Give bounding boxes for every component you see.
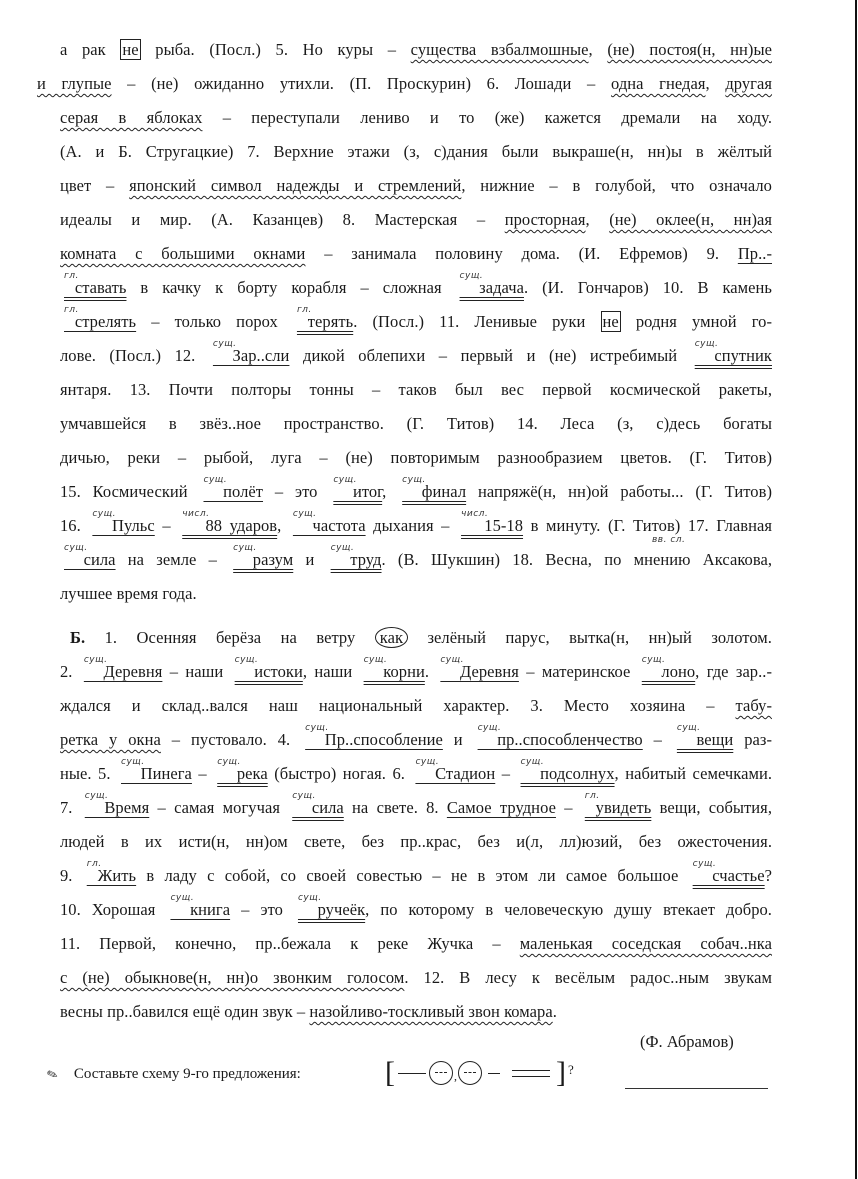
text: . (В. Шукшин) 18. Весна, по мнению Аксакова,: [381, 550, 773, 569]
subject-word: [289, 509, 366, 535]
text: река: [236, 764, 268, 783]
annotation-noun: сущ.: [676, 723, 701, 733]
annotation-intro-words: вв. сл.: [652, 535, 686, 545]
text: а рак: [60, 40, 121, 59]
annotation-noun: сущ.: [402, 475, 426, 485]
text: (А. и Б. Стругацкие) 7. Верхние этажи (з, с)дания были выкраше(н, нн)ы в жёлтый: [60, 142, 772, 161]
text-line: [60, 475, 772, 505]
text: рыба. (Посл.) 5. Но куры –: [140, 40, 411, 59]
text: и: [293, 550, 327, 569]
annotation-noun: сущ.: [234, 655, 259, 665]
text: . 12. В лесу к весёлым радос..ным звукам: [404, 968, 772, 987]
text: , наши: [302, 662, 360, 681]
text: – это: [230, 900, 294, 919]
text: лучшее время года.: [60, 584, 197, 603]
text: –: [154, 516, 179, 535]
text: Жить: [97, 866, 137, 885]
text: – пустовало. 4.: [160, 730, 302, 749]
text: ,: [277, 516, 289, 535]
annotation-noun: сущ.: [292, 791, 316, 801]
text: ные. 5.: [60, 764, 118, 783]
text: – занимала половину дома. (И. Ефремов) 9.: [305, 244, 738, 263]
text-line: [60, 968, 772, 988]
text: терять: [307, 312, 354, 331]
text-line: [60, 934, 772, 954]
text: напряжё(н, нн)ой работы... (Г. Титов): [466, 482, 772, 501]
text: –: [642, 730, 673, 749]
text-line: [60, 1002, 772, 1022]
text: . (И. Гончаров) 10. В камень: [524, 278, 772, 297]
answer-blank-line[interactable]: [625, 1088, 768, 1089]
annotation-noun: сущ.: [520, 757, 545, 767]
text: – самая могучая: [149, 798, 289, 817]
text: ,: [382, 482, 399, 501]
text-line: [60, 108, 772, 128]
text-line: [60, 893, 772, 923]
text: – только порох: [136, 312, 293, 331]
text: весны пр..бавился ещё один звук –: [60, 1002, 310, 1021]
text: – материнское: [518, 662, 638, 681]
wavy-underlined-phrase: серая в яблоках: [60, 108, 203, 127]
schema-open-bracket: [: [385, 1056, 395, 1089]
text: 15-18: [484, 516, 524, 535]
schema-predicate-line: [512, 1070, 550, 1077]
predicate-word: [60, 271, 127, 297]
wavy-underlined-phrase: и глупые: [37, 74, 112, 93]
text: янтаря. 13. Почти полторы тонны – таков был вес первой космической ракеты,: [60, 380, 772, 399]
subject-word: [436, 655, 519, 681]
text: зелёный парус, вытка(н, нн)ый золотом.: [408, 628, 772, 647]
text: , набитый семечками.: [614, 764, 773, 783]
annotation-noun: сущ.: [330, 543, 355, 553]
text-line: [37, 74, 772, 94]
wavy-underlined-phrase: маленькая соседская собач..нка: [519, 934, 772, 953]
predicate-word: [398, 475, 467, 501]
text: – переступали лениво и то (же) кажется дремали на ходу.: [202, 108, 773, 127]
boxed-particle: не: [602, 312, 619, 331]
text-line: [60, 543, 773, 573]
text: корни: [383, 662, 425, 681]
predicate-word: [293, 305, 354, 331]
text: Пульс: [111, 516, 155, 535]
subject-word: [60, 543, 116, 569]
text-line: [60, 305, 772, 335]
author-attribution: (Ф. Абрамов): [640, 1032, 734, 1051]
schema-comma: ,: [454, 1068, 457, 1083]
text: Время: [104, 798, 150, 817]
subject-word: [301, 723, 443, 749]
task-label: Составьте схему 9-го предложения:: [73, 1066, 301, 1082]
text: вещи, события,: [651, 798, 772, 817]
text: на земле –: [115, 550, 230, 569]
predicate-word: [360, 655, 425, 681]
text-line: [60, 176, 772, 196]
text: труд: [350, 550, 382, 569]
text: 16.: [60, 516, 89, 535]
text: финал: [421, 482, 467, 501]
predicate-word: [229, 543, 294, 569]
subject-phrase: Самое трудное: [446, 798, 556, 817]
text: сила: [311, 798, 344, 817]
wavy-underlined-phrase: ретка у окна: [60, 730, 161, 749]
circled-word: как: [375, 627, 408, 648]
text: ,: [585, 210, 610, 229]
annotation-noun: сущ.: [477, 723, 502, 733]
wavy-underlined-phrase: просторная: [504, 210, 586, 229]
text-line: [60, 40, 772, 60]
text: 10. Хорошая: [60, 900, 167, 919]
text: истоки: [254, 662, 303, 681]
text-line: [60, 832, 772, 852]
text: , по которому в человеческую душу втекает добро.: [365, 900, 772, 919]
text-line: [60, 339, 772, 369]
predicate-word: [673, 723, 734, 749]
text: ?: [764, 866, 772, 885]
text-line: [60, 142, 772, 162]
annotation-noun: сущ.: [692, 859, 717, 869]
annotation-verb: гл.: [64, 271, 79, 281]
text: на свете. 8.: [343, 798, 447, 817]
text: счастье: [712, 866, 765, 885]
predicate-word: [517, 757, 615, 783]
annotation-verb: гл.: [296, 305, 312, 315]
annotation-noun: сущ.: [694, 339, 719, 349]
text: вещи: [696, 730, 734, 749]
annotation-noun: сущ.: [363, 655, 388, 665]
text: пр..способленчество: [497, 730, 643, 749]
wavy-underlined-phrase: назойливо-тоскливый звон комара: [309, 1002, 553, 1021]
text: – это: [263, 482, 330, 501]
schema-homogeneous-member: [458, 1061, 482, 1085]
text-line: [60, 414, 772, 434]
text-line: [60, 584, 772, 604]
wavy-underlined-phrase: (не) оклее(н, нн)ая: [609, 210, 773, 229]
text: дикой облепихи – первый и (не) истребимый: [289, 346, 691, 365]
wavy-underlined-phrase: с (не) обыкнове(н, нн)о звонким голосом: [60, 968, 405, 987]
annotation-noun: сущ.: [203, 475, 228, 485]
annotation-numeral: числ.: [461, 509, 489, 519]
text-line: [60, 448, 772, 468]
annotation-noun: сущ.: [212, 339, 237, 349]
text: книга: [190, 900, 231, 919]
annotation-noun: сущ.: [641, 655, 666, 665]
text: 9.: [60, 866, 83, 885]
text: ,: [588, 40, 608, 59]
text-line: [60, 210, 772, 230]
text: Пр..способление: [324, 730, 443, 749]
text: 11. Первой, конечно, пр..бежала к реке Жучка –: [60, 934, 520, 953]
task-prompt: [44, 1065, 301, 1083]
subject-word: [88, 509, 155, 535]
text: полёт: [223, 482, 264, 501]
text: и: [442, 730, 474, 749]
schema-dash: [488, 1073, 500, 1074]
pencil-icon: ✎: [44, 1065, 60, 1083]
text: подсолнух: [540, 764, 615, 783]
text: итог: [352, 482, 383, 501]
text: – наши: [162, 662, 231, 681]
text-line: [60, 244, 772, 264]
text: .: [424, 662, 437, 681]
section-label: Б.: [70, 628, 86, 647]
subject-word: [80, 655, 163, 681]
predicate-word: [178, 509, 278, 535]
text: , где зар..-: [695, 662, 773, 681]
predicate-word: [294, 893, 366, 919]
text: лове. (Посл.) 12.: [60, 346, 209, 365]
annotation-noun: сущ.: [305, 723, 329, 733]
subject-word: [60, 305, 137, 331]
subject-word: [81, 791, 150, 817]
text: людей в их исти(н, нн)ом свете, без пр..крас, без и(л, лл)юзий, без ожесточения.: [60, 832, 772, 851]
text: Зар..сли: [232, 346, 290, 365]
subject-word: [83, 859, 137, 885]
predicate-word: [638, 655, 696, 681]
annotation-noun: сущ.: [64, 543, 88, 553]
predicate-word: [288, 791, 344, 817]
text: умчавшейся в звёз..ное пространство. (Г. Титов) 14. Леса (з, с)десь богаты: [60, 414, 772, 433]
wavy-underlined-phrase: (не) постоя(н, нн)ые: [607, 40, 772, 59]
wavy-underlined-phrase: табу-: [735, 696, 772, 715]
page-edge-border: [855, 0, 857, 1179]
text-line: [60, 723, 772, 753]
text: лоно: [661, 662, 696, 681]
annotation-noun: сущ.: [440, 655, 464, 665]
text: . (Посл.) 11. Ленивые руки: [353, 312, 601, 331]
text: 15. Космический: [60, 482, 200, 501]
text: ,: [705, 74, 726, 93]
annotation-noun: сущ.: [217, 757, 241, 767]
text: 88 ударов: [205, 516, 278, 535]
text: в ладу с собой, со своей совестью – не в этом ли самое большое: [136, 866, 689, 885]
text: Деревня: [103, 662, 163, 681]
text: дыхания –: [365, 516, 458, 535]
text-line: [60, 757, 773, 787]
text: задача: [479, 278, 524, 297]
text: частота: [312, 516, 366, 535]
boxed-particle: не: [122, 40, 139, 59]
text: в минуту. (Г. Титов) 17. Главная: [523, 516, 773, 535]
schema-close-bracket: ]: [556, 1056, 566, 1089]
text: разум: [252, 550, 294, 569]
text: сила: [83, 550, 116, 569]
text: 1. Осенняя берёза на ветру: [85, 628, 375, 647]
text: , нижние – в голубой, что означало: [461, 176, 772, 195]
schema-homogeneous-member: [429, 1061, 453, 1085]
predicate-word: [231, 655, 303, 681]
text: 7.: [60, 798, 81, 817]
subject-word: [200, 475, 264, 501]
schema-question-mark: ?: [568, 1062, 574, 1077]
text: дичью, реки – рыбой, луга – (не) повторимым разнообразием цветов. (Г. Титов): [60, 448, 772, 467]
predicate-word: [457, 509, 524, 535]
text: стрелять: [74, 312, 137, 331]
text: ждался и склад..вался наш национальный характер. 3. Место хозяина –: [60, 696, 736, 715]
text: –: [191, 764, 214, 783]
predicate-word: [327, 543, 382, 569]
text: .: [552, 1002, 557, 1021]
subject-word: [117, 757, 192, 783]
predicate-word: [691, 339, 772, 365]
text: – (не) ожиданно утихли. (П. Проскурин) 6. Лошади –: [111, 74, 611, 93]
annotation-noun: сущ.: [83, 655, 108, 665]
annotation-verb: гл.: [584, 791, 600, 801]
text: раз-: [733, 730, 772, 749]
text-line: [60, 696, 772, 716]
annotation-verb: гл.: [86, 859, 102, 869]
annotation-numeral: числ.: [182, 509, 210, 519]
text: –: [555, 798, 581, 817]
annotation-noun: сущ.: [84, 791, 109, 801]
text: 2.: [60, 662, 80, 681]
subject-word: [474, 723, 643, 749]
schema-subject-line: [398, 1073, 426, 1074]
annotation-noun: сущ.: [415, 757, 440, 767]
subject-word: [411, 757, 496, 783]
wavy-underlined-phrase: существа взбалмошные: [410, 40, 589, 59]
text: Пинега: [140, 764, 192, 783]
underlined-word: Пр..-: [737, 244, 772, 263]
text: ставать: [74, 278, 127, 297]
annotation-noun: сущ.: [170, 893, 195, 903]
annotation-noun: сущ.: [233, 543, 257, 553]
wavy-underlined-phrase: одна гнедая: [611, 74, 706, 93]
text-line: [60, 380, 772, 400]
subject-word: [166, 893, 231, 919]
text: в качку к борту корабля – сложная: [126, 278, 456, 297]
annotation-noun: сущ.: [459, 271, 484, 281]
predicate-word: [213, 757, 268, 783]
annotation-noun: сущ.: [92, 509, 116, 519]
annotation-noun: сущ.: [292, 509, 317, 519]
text-line: [60, 859, 772, 889]
annotation-noun: сущ.: [333, 475, 357, 485]
annotation-noun: сущ.: [297, 893, 322, 903]
wavy-underlined-phrase: комната с большими окнами: [60, 244, 306, 263]
text: Деревня: [459, 662, 519, 681]
text: (быстро) ногая. 6.: [267, 764, 412, 783]
text: родня умной го-: [620, 312, 772, 331]
text: цвет –: [60, 176, 130, 195]
text-line: [70, 628, 772, 648]
predicate-word: [329, 475, 383, 501]
predicate-word: [581, 791, 652, 817]
text: идеалы и мир. (А. Казанцев) 8. Мастерская –: [60, 210, 505, 229]
text: –: [495, 764, 517, 783]
subject-word: [209, 339, 290, 365]
text: Стадион: [435, 764, 496, 783]
text: увидеть: [595, 798, 652, 817]
text-line: [60, 655, 773, 685]
text: ручеёк: [317, 900, 366, 919]
wavy-underlined-phrase: другая: [725, 74, 773, 93]
predicate-word: [689, 859, 765, 885]
text: спутник: [714, 346, 772, 365]
text-line: [60, 271, 772, 301]
annotation-verb: гл.: [64, 305, 79, 315]
sentence-schema: [385, 1058, 574, 1088]
annotation-noun: сущ.: [121, 757, 145, 767]
predicate-word: [456, 271, 524, 297]
text-line: [60, 791, 772, 821]
wavy-underlined-phrase: японский символ надежды и стремлений: [129, 176, 462, 195]
